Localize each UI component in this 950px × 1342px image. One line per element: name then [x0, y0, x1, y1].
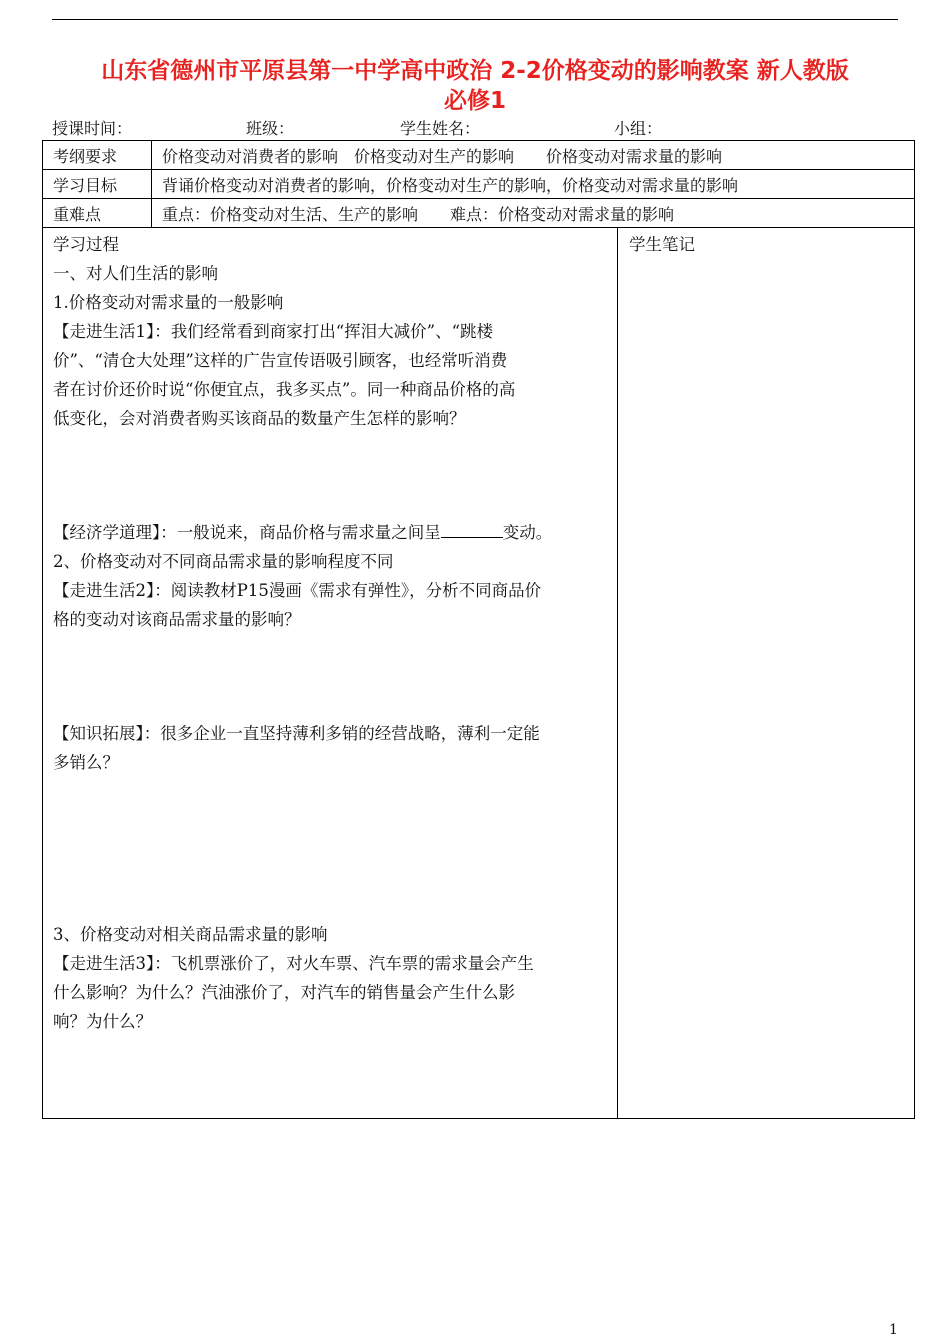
life-1-line: 价”、“清仓大处理”这样的广告宣传语吸引顾客，也经常听消费 — [53, 351, 508, 370]
class-label: 班级： — [246, 119, 295, 138]
top-rule — [52, 19, 898, 20]
life-1-line: 【走进生活1】：我们经常看到商家打出“挥泪大减价”、“跳楼 — [53, 322, 494, 341]
extension-line: 【知识拓展】：很多企业一直坚持薄利多销的经营战略，薄利一定能 — [53, 724, 540, 743]
life-2-line: 格的变动对该商品需求量的影响？ — [53, 610, 301, 629]
lesson-info-row — [0, 116, 950, 138]
meta-value: 价格变动对消费者的影响 价格变动对生产的影响 价格变动对需求量的影响 — [152, 141, 915, 170]
learning-process-table — [42, 228, 915, 1119]
life-3-line: 响？为什么？ — [53, 1012, 152, 1031]
item-heading: 2、价格变动对不同商品需求量的影响程度不同 — [53, 552, 394, 571]
item-heading: 1.价格变动对需求量的一般影响 — [53, 293, 284, 312]
life-3-line: 什么影响？为什么？汽油涨价了，对汽车的销售量会产生什么影 — [53, 983, 515, 1002]
life-3-line: 【走进生活3】：飞机票涨价了，对火车票、汽车票的需求量会产生 — [53, 954, 534, 973]
fill-in-blank[interactable] — [441, 519, 503, 538]
student-notes-column — [629, 230, 695, 259]
item-heading: 3、价格变动对相关商品需求量的影响 — [53, 925, 328, 944]
meta-row-goals — [43, 170, 915, 199]
student-name-label: 学生姓名： — [400, 119, 481, 138]
column-divider — [617, 228, 618, 1118]
meta-value: 背诵价格变动对消费者的影响，价格变动对生产的影响，价格变动对需求量的影响 — [152, 170, 915, 199]
life-2-line: 【走进生活2】：阅读教材P15漫画《需求有弹性》，分析不同商品价 — [53, 581, 542, 600]
document-title — [40, 56, 910, 116]
meta-label: 重难点 — [43, 199, 152, 228]
notes-heading: 学生笔记 — [629, 235, 695, 254]
meta-label: 学习目标 — [43, 170, 152, 199]
extension-line: 多销么？ — [53, 753, 119, 772]
section-heading: 一、对人们生活的影响 — [53, 264, 218, 283]
economics-principle-text: 【经济学道理】：一般说来，商品价格与需求量之间呈 — [53, 523, 441, 542]
economics-principle-suffix: 变动。 — [502, 523, 553, 542]
economics-principle — [53, 518, 609, 547]
group-label: 小组： — [614, 119, 663, 138]
life-1-line: 低变化，会对消费者购买该商品的数量产生怎样的影响？ — [53, 409, 466, 428]
meta-label: 考纲要求 — [43, 141, 152, 170]
life-1-line: 者在讨价还价时说“你便宜点，我多买点”。同一种商品价格的高 — [53, 380, 516, 399]
title-line-2: 必修1 — [443, 88, 506, 114]
page-number: 1 — [889, 1322, 898, 1338]
meta-row-syllabus — [43, 141, 915, 170]
lesson-time-label: 授课时间： — [52, 119, 133, 138]
meta-value: 重点：价格变动对生活、生产的影响 难点：价格变动对需求量的影响 — [152, 199, 915, 228]
lesson-meta-table — [42, 140, 915, 228]
title-line-1: 山东省德州市平原县第一中学高中政治 2-2价格变动的影响教案 新人教版 — [101, 58, 849, 84]
meta-row-key-points — [43, 199, 915, 228]
process-heading: 学习过程 — [53, 235, 119, 254]
